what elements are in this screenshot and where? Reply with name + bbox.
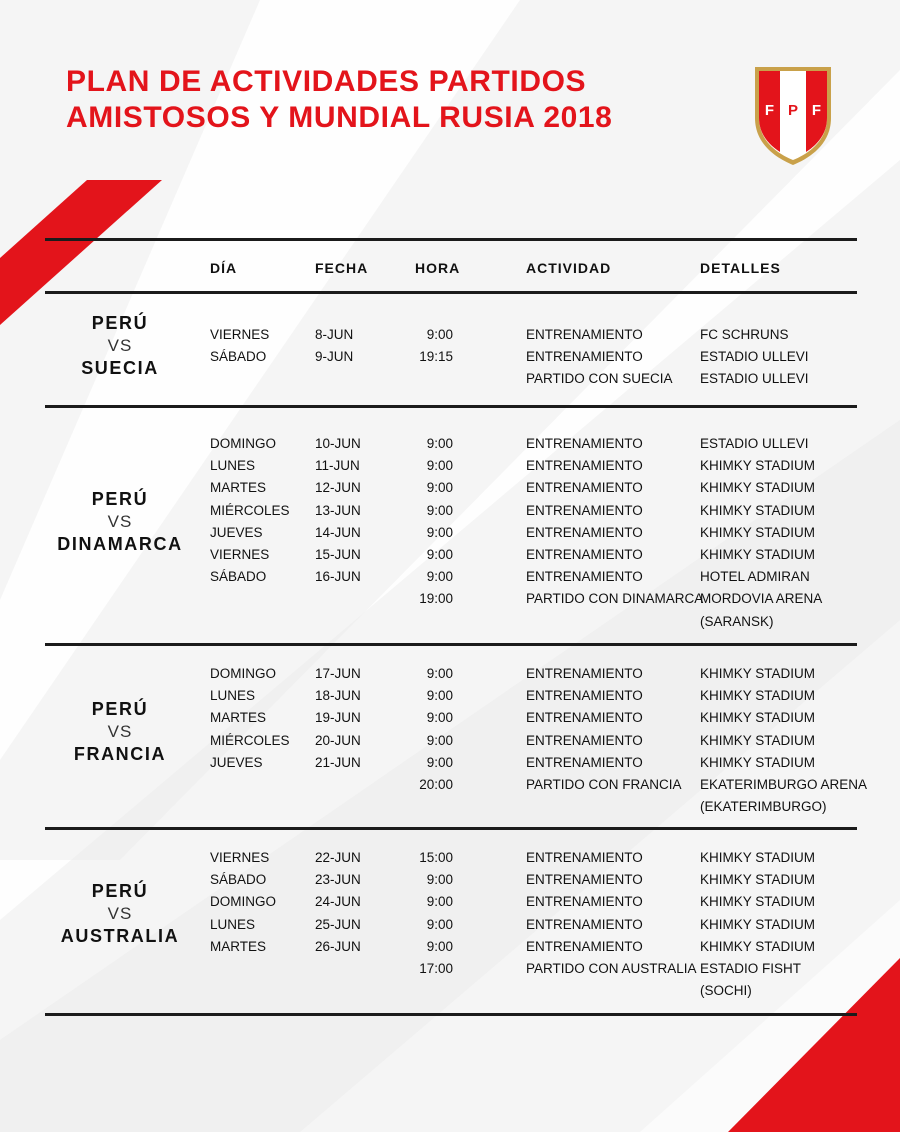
cell-fecha: 16-JUN xyxy=(315,569,361,585)
table-row xyxy=(45,914,857,936)
table-row xyxy=(45,566,857,588)
cell-actividad: ENTRENAMIENTO xyxy=(526,754,643,770)
cell-detalles: KHIMKY STADIUM xyxy=(700,754,816,770)
table-row xyxy=(45,730,857,752)
cell-actividad: ENTRENAMIENTO xyxy=(526,732,643,748)
cell-dia: DOMINGO xyxy=(210,894,276,910)
cell-actividad: PARTIDO CON FRANCIA xyxy=(526,776,682,792)
cell-dia: DOMINGO xyxy=(210,666,276,681)
cell-actividad: ENTRENAMIENTO xyxy=(526,480,643,496)
cell-dia: LUNES xyxy=(210,688,256,704)
cell-hora: 9:00 xyxy=(426,569,453,585)
match-block xyxy=(45,408,857,646)
vs-label: VS xyxy=(107,904,133,923)
cell-hora: 9:00 xyxy=(426,524,453,540)
crest-letter: F xyxy=(764,102,775,119)
cell-fecha: 12-JUN xyxy=(315,480,361,496)
table-header xyxy=(45,238,857,294)
team-name-peru: PERÚ xyxy=(91,489,149,509)
cell-dia: SÁBADO xyxy=(210,569,267,585)
cell-fecha: 21-JUN xyxy=(315,754,361,770)
page-title xyxy=(66,64,612,136)
cell-detalles: FC SCHRUNS xyxy=(700,327,789,342)
cell-fecha: 22-JUN xyxy=(315,850,361,865)
match-block xyxy=(45,830,857,1016)
cell-actividad: ENTRENAMIENTO xyxy=(526,327,643,342)
cell-dia: MIÉRCOLES xyxy=(210,732,290,748)
table-row xyxy=(45,936,857,958)
cell-detalles: KHIMKY STADIUM xyxy=(700,524,816,540)
cell-fecha: 24-JUN xyxy=(315,894,361,910)
cell-detalles: KHIMKY STADIUM xyxy=(700,710,816,726)
cell-fecha: 15-JUN xyxy=(315,546,361,562)
table-row xyxy=(45,685,857,707)
table-row xyxy=(45,796,857,818)
cell-hora: 9:00 xyxy=(426,688,453,704)
vs-label: VS xyxy=(107,512,133,531)
cell-dia: MIÉRCOLES xyxy=(210,502,290,518)
cell-fecha: 25-JUN xyxy=(315,916,361,932)
cell-detalles: KHIMKY STADIUM xyxy=(700,938,816,954)
cell-detalles: KHIMKY STADIUM xyxy=(700,666,816,681)
activity-rows xyxy=(45,433,857,633)
cell-fecha: 9-JUN xyxy=(315,349,354,365)
cell-detalles: EKATERIMBURGO ARENA xyxy=(700,776,868,792)
vs-label: VS xyxy=(107,336,133,355)
table-row xyxy=(45,544,857,566)
cell-hora: 9:00 xyxy=(426,754,453,770)
cell-dia: JUEVES xyxy=(210,754,263,770)
table-row xyxy=(45,774,868,796)
cell-dia: VIERNES xyxy=(210,850,270,865)
table-row xyxy=(45,958,857,980)
table-row xyxy=(45,980,857,1002)
header-detalles: DETALLES xyxy=(700,260,781,276)
table-row xyxy=(45,847,857,869)
cell-actividad: ENTRENAMIENTO xyxy=(526,666,643,681)
cell-hora: 9:00 xyxy=(426,458,453,474)
match-block xyxy=(45,646,868,830)
table-row xyxy=(45,869,857,891)
cell-dia: LUNES xyxy=(210,458,256,474)
table-row xyxy=(45,752,857,774)
cell-dia: VIERNES xyxy=(210,327,270,342)
cell-fecha: 26-JUN xyxy=(315,938,361,954)
cell-detalles: KHIMKY STADIUM xyxy=(700,850,816,865)
cell-hora: 9:00 xyxy=(426,502,453,518)
cell-actividad: ENTRENAMIENTO xyxy=(526,546,643,562)
cell-detalles: MORDOVIA ARENA xyxy=(700,591,823,607)
header-dia: DÍA xyxy=(210,260,238,276)
table-row xyxy=(45,891,857,913)
cell-actividad: PARTIDO CON AUSTRALIA xyxy=(526,960,697,976)
cell-dia: MARTES xyxy=(210,710,267,726)
cell-actividad: PARTIDO CON SUECIA xyxy=(526,371,673,387)
cell-hora: 20:00 xyxy=(419,776,453,792)
crest-letter: P xyxy=(787,102,799,119)
match-block xyxy=(45,294,857,408)
cell-hora: 15:00 xyxy=(419,850,453,865)
cell-dia: LUNES xyxy=(210,916,256,932)
table-row xyxy=(45,522,857,544)
cell-detalles: (SARANSK) xyxy=(700,613,774,629)
cell-dia: MARTES xyxy=(210,938,267,954)
cell-detalles: ESTADIO ULLEVI xyxy=(700,436,809,451)
cell-detalles: KHIMKY STADIUM xyxy=(700,480,816,496)
table-row xyxy=(45,500,857,522)
team-name-opponent: DINAMARCA xyxy=(57,534,183,554)
header-actividad: ACTIVIDAD xyxy=(526,260,612,276)
cell-hora: 9:00 xyxy=(426,894,453,910)
cell-hora: 19:00 xyxy=(419,591,453,607)
team-name-opponent: FRANCIA xyxy=(73,744,167,764)
cell-actividad: ENTRENAMIENTO xyxy=(526,850,643,865)
cell-fecha: 18-JUN xyxy=(315,688,361,704)
title-line-2: AMISTOSOS Y MUNDIAL RUSIA 2018 xyxy=(66,101,613,134)
cell-actividad: ENTRENAMIENTO xyxy=(526,569,643,585)
cell-detalles: KHIMKY STADIUM xyxy=(700,458,816,474)
header-hora: HORA xyxy=(415,260,461,276)
table-row xyxy=(45,433,857,455)
cell-fecha: 23-JUN xyxy=(315,872,361,888)
cell-detalles: ESTADIO FISHT xyxy=(700,960,802,976)
cell-dia: JUEVES xyxy=(210,524,263,540)
cell-hora: 9:00 xyxy=(426,666,453,681)
cell-detalles: HOTEL ADMIRAN xyxy=(700,569,810,585)
vs-label: VS xyxy=(107,722,133,741)
cell-actividad: ENTRENAMIENTO xyxy=(526,688,643,704)
cell-hora: 9:00 xyxy=(426,872,453,888)
team-name-opponent: SUECIA xyxy=(81,358,159,378)
cell-actividad: ENTRENAMIENTO xyxy=(526,436,643,451)
cell-hora: 9:00 xyxy=(426,436,453,451)
cell-detalles: KHIMKY STADIUM xyxy=(700,546,816,562)
team-name-opponent: AUSTRALIA xyxy=(60,926,180,946)
cell-actividad: ENTRENAMIENTO xyxy=(526,524,643,540)
cell-fecha: 19-JUN xyxy=(315,710,361,726)
team-name-peru: PERÚ xyxy=(91,881,149,901)
cell-detalles: KHIMKY STADIUM xyxy=(700,872,816,888)
cell-actividad: ENTRENAMIENTO xyxy=(526,502,643,518)
cell-hora: 19:15 xyxy=(419,349,453,365)
cell-detalles: KHIMKY STADIUM xyxy=(700,732,816,748)
cell-actividad: PARTIDO CON DINAMARCA xyxy=(526,591,704,607)
table-row xyxy=(45,368,857,390)
activity-rows xyxy=(45,324,857,391)
cell-actividad: ENTRENAMIENTO xyxy=(526,938,643,954)
cell-hora: 9:00 xyxy=(426,480,453,496)
cell-fecha: 13-JUN xyxy=(315,502,361,518)
cell-actividad: ENTRENAMIENTO xyxy=(526,894,643,910)
activity-rows xyxy=(45,847,857,1002)
schedule-table xyxy=(45,238,868,1016)
crest-letter: F xyxy=(811,102,822,119)
table-row xyxy=(45,707,857,729)
table-row xyxy=(45,663,857,685)
team-name-peru: PERÚ xyxy=(91,699,149,719)
cell-detalles: (SOCHI) xyxy=(700,983,752,999)
cell-detalles: (EKATERIMBURGO) xyxy=(700,799,827,815)
cell-hora: 9:00 xyxy=(426,916,453,932)
cell-detalles: ESTADIO ULLEVI xyxy=(700,371,809,387)
activity-rows xyxy=(45,663,868,818)
cell-fecha: 11-JUN xyxy=(315,458,360,474)
cell-actividad: ENTRENAMIENTO xyxy=(526,349,643,365)
cell-dia: VIERNES xyxy=(210,546,270,562)
cell-detalles: KHIMKY STADIUM xyxy=(700,502,816,518)
cell-detalles: KHIMKY STADIUM xyxy=(700,894,816,910)
table-row xyxy=(45,588,857,610)
team-name-peru: PERÚ xyxy=(91,313,149,333)
cell-dia: MARTES xyxy=(210,480,267,496)
title-line-1: PLAN DE ACTIVIDADES PARTIDOS xyxy=(66,65,587,98)
cell-fecha: 14-JUN xyxy=(315,524,361,540)
cell-hora: 9:00 xyxy=(426,546,453,562)
cell-actividad: ENTRENAMIENTO xyxy=(526,710,643,726)
table-row xyxy=(45,324,857,346)
cell-actividad: ENTRENAMIENTO xyxy=(526,916,643,932)
cell-dia: SÁBADO xyxy=(210,349,267,365)
table-row xyxy=(45,477,857,499)
table-row xyxy=(45,611,857,633)
cell-fecha: 20-JUN xyxy=(315,732,361,748)
cell-detalles: ESTADIO ULLEVI xyxy=(700,349,809,365)
cell-fecha: 17-JUN xyxy=(315,666,361,681)
table-row xyxy=(45,455,857,477)
cell-detalles: KHIMKY STADIUM xyxy=(700,688,816,704)
cell-fecha: 10-JUN xyxy=(315,436,361,451)
cell-detalles: KHIMKY STADIUM xyxy=(700,916,816,932)
header-fecha: FECHA xyxy=(315,260,369,276)
cell-actividad: ENTRENAMIENTO xyxy=(526,872,643,888)
cell-hora: 17:00 xyxy=(419,960,453,976)
cell-hora: 9:00 xyxy=(426,327,453,342)
cell-fecha: 8-JUN xyxy=(315,327,354,342)
cell-dia: DOMINGO xyxy=(210,436,276,451)
cell-hora: 9:00 xyxy=(426,710,453,726)
cell-actividad: ENTRENAMIENTO xyxy=(526,458,643,474)
cell-dia: SÁBADO xyxy=(210,872,267,888)
fpf-crest-logo xyxy=(752,64,834,168)
cell-hora: 9:00 xyxy=(426,732,453,748)
cell-hora: 9:00 xyxy=(426,938,453,954)
table-row xyxy=(45,346,857,368)
